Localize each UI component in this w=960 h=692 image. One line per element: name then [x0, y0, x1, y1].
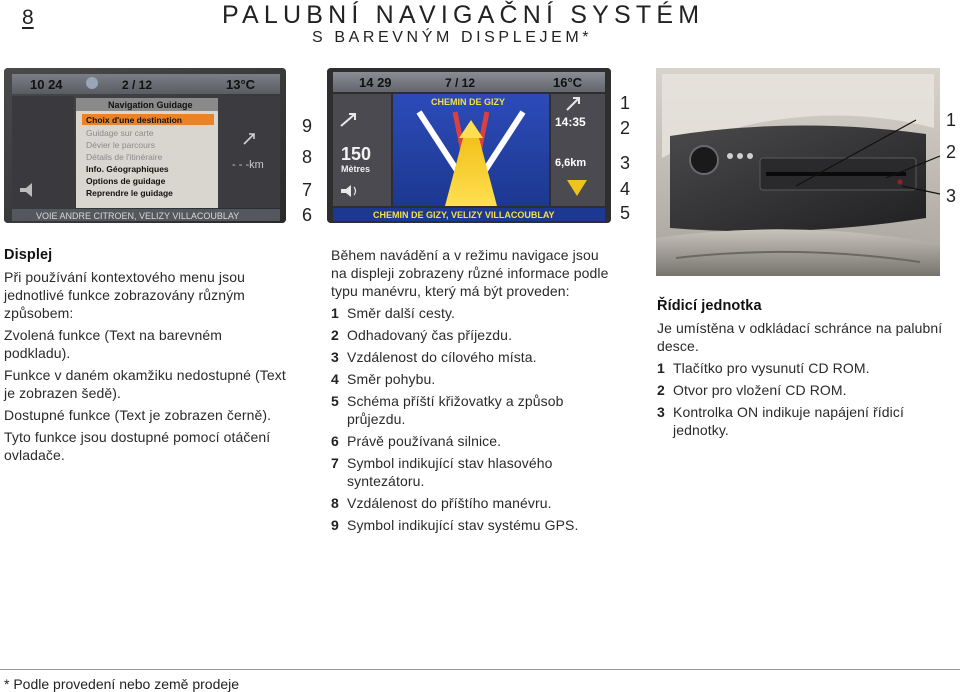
- item-text: Právě používaná silnice.: [347, 433, 502, 449]
- item-text: Otvor pro vložení CD ROM.: [673, 382, 847, 398]
- control-unit-section: [657, 297, 947, 439]
- list-item: [331, 432, 617, 450]
- guidance-intro: Během navádění a v režimu navigace jsou na displeji zobrazeny různé informace podle typu manévru, který má být proveden:: [331, 247, 609, 299]
- page-subtitle: S BAREVNÝM DISPLEJEM*: [312, 29, 593, 46]
- item-text: Symbol indikující stav systému GPS.: [347, 517, 579, 533]
- menu-item-disabled: Détails de l'itinéraire: [86, 152, 163, 162]
- callout-2: 2: [620, 118, 631, 138]
- callout-4: 4: [620, 179, 631, 199]
- item-text: Vzdálenost do příštího manévru.: [347, 495, 552, 511]
- guidance-display-photo: [327, 68, 611, 223]
- item-number: 3: [331, 349, 339, 365]
- callout-9: 9: [302, 116, 313, 136]
- callout-5: 5: [620, 203, 631, 223]
- screen2-date: 7 / 12: [445, 76, 476, 90]
- callout-6: 6: [302, 205, 313, 225]
- menu-item-disabled: Dévier le parcours: [86, 140, 155, 150]
- item-text: Symbol indikující stav hlasového syntezátoru.: [347, 455, 553, 489]
- callout-1: 1: [620, 93, 631, 113]
- display-paragraph: Funkce v daném okamžiku nedostupné (Text je zobrazen šedě).: [4, 367, 286, 401]
- menu-item: Reprendre le guidage: [86, 188, 173, 198]
- item-text: Odhadovaný čas příjezdu.: [347, 327, 513, 343]
- menu-item-selected: Choix d'une destination: [86, 115, 182, 125]
- current-road: CHEMIN DE GIZY, VELIZY VILLACOUBLAY: [373, 210, 555, 220]
- list-item: [657, 381, 947, 399]
- item-number: 5: [331, 393, 339, 409]
- context-menu-display-photo: [4, 68, 286, 223]
- next-street-name: CHEMIN DE GIZY: [431, 97, 506, 107]
- display-paragraph: Tyto funkce jsou dostupné pomocí otáčení ovladače.: [4, 429, 271, 463]
- footer-divider: [0, 669, 960, 670]
- photo3-callout-1: 1: [946, 110, 957, 130]
- display-heading: Displej: [4, 247, 53, 263]
- display-paragraph: Při používání kontextového menu jsou jednotlivé funkce zobrazovány různým způsobem:: [4, 269, 245, 321]
- item-number: 8: [331, 495, 339, 511]
- menu-item: Info. Géographiques: [86, 164, 169, 174]
- list-item: [331, 516, 617, 534]
- item-text: Kontrolka ON indikuje napájení řídicí jednotky.: [673, 404, 904, 438]
- guidance-info-section: [331, 246, 617, 534]
- menu-item: Options de guidage: [86, 176, 166, 186]
- list-item: [331, 326, 617, 344]
- screen1-date: 2 / 12: [122, 78, 153, 92]
- item-text: Tlačítko pro vysunutí CD ROM.: [673, 360, 870, 376]
- screen1-temp: 13°C: [226, 77, 256, 92]
- display-section: [4, 246, 290, 464]
- list-item: [331, 392, 617, 428]
- distance-to-destination: 6,6km: [555, 157, 587, 169]
- arrival-time: 14:35: [555, 115, 586, 129]
- photo3-callout-2: 2: [946, 142, 957, 162]
- on-indicator-icon: [898, 180, 903, 185]
- list-item: [331, 454, 617, 490]
- maneuver-distance-unit: Mètres: [341, 164, 371, 174]
- item-number: 7: [331, 455, 339, 471]
- display-paragraph: Dostupné funkce (Text je zobrazen černě).: [4, 407, 272, 423]
- item-number: 4: [331, 371, 339, 387]
- callout-3: 3: [620, 153, 631, 173]
- maneuver-distance: 150: [341, 144, 372, 164]
- item-number: 6: [331, 433, 339, 449]
- item-number: 1: [331, 305, 339, 321]
- screen2-time: 14 29: [359, 75, 392, 90]
- list-item: [331, 494, 617, 512]
- item-number: 2: [331, 327, 339, 343]
- callout-7: 7: [302, 180, 313, 200]
- item-number: 9: [331, 517, 339, 533]
- menu-title: Navigation Guidage: [108, 100, 193, 110]
- display-paragraph: Zvolená funkce (Text na barevném podkladu).: [4, 327, 222, 361]
- screen1-street: VOIE ANDRE CITROEN, VELIZY VILLACOUBLAY: [36, 211, 240, 221]
- item-number: 3: [657, 404, 665, 420]
- menu-item-disabled: Guidage sur carte: [86, 128, 154, 138]
- callout-8: 8: [302, 147, 313, 167]
- screen1-time: 10 24: [30, 77, 63, 92]
- guidance-legend-list: [331, 304, 617, 534]
- control-unit-photo: [656, 68, 940, 276]
- item-text: Směr další cesty.: [347, 305, 456, 321]
- list-item: [331, 348, 617, 366]
- gps-icon: [86, 77, 98, 89]
- list-item: [657, 403, 947, 439]
- page-title: PALUBNÍ NAVIGAČNÍ SYSTÉM: [222, 1, 705, 29]
- page-number: 8: [22, 6, 34, 29]
- list-item: [657, 359, 947, 377]
- item-number: 2: [657, 382, 665, 398]
- list-item: [331, 370, 617, 388]
- control-unit-legend-list: [657, 359, 947, 439]
- item-text: Směr pohybu.: [347, 371, 436, 387]
- item-text: Schéma příští křižovatky a způsob průjezdu.: [347, 393, 564, 427]
- footnote: * Podle provedení nebo země prodeje: [4, 676, 240, 692]
- control-unit-intro: Je umístěna v odkládací schránce na palubní desce.: [657, 320, 943, 354]
- screen2-temp: 16°C: [553, 75, 583, 90]
- item-number: 1: [657, 360, 665, 376]
- photo3-callout-3: 3: [946, 186, 957, 206]
- screen1-km: - - -km: [232, 159, 264, 171]
- list-item: [331, 304, 617, 322]
- item-text: Vzdálenost do cílového místa.: [347, 349, 537, 365]
- control-unit-heading: Řídicí jednotka: [657, 298, 762, 314]
